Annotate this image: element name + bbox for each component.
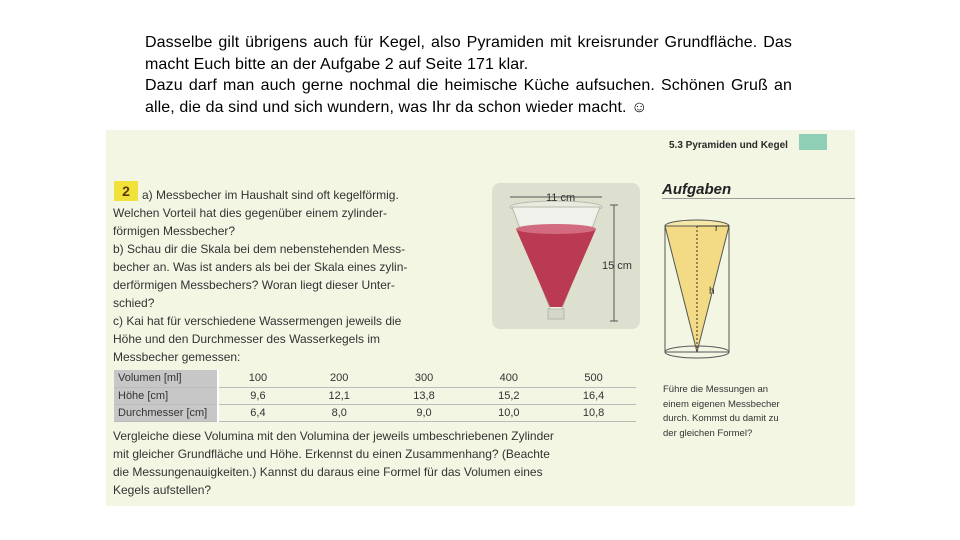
measuring-cup-photo <box>492 183 640 329</box>
side-note-line: der gleichen Formel? <box>663 427 753 439</box>
section-divider <box>662 198 855 199</box>
bottom-line: Kegels aufstellen? <box>113 483 212 497</box>
task-text <box>113 186 443 366</box>
table-cell: 200 <box>297 370 382 387</box>
task-line: c) Kai hat für verschiedene Wassermengen jeweils die <box>113 314 402 328</box>
task-line: becher an. Was ist anders als bei der Skala eines zylin- <box>113 260 408 274</box>
measurement-table <box>114 370 636 422</box>
task-line: a) Messbecher im Haushalt sind oft kegelförmig. <box>142 188 399 202</box>
task-comparison-text <box>113 427 643 499</box>
table-row <box>114 370 636 387</box>
table-cell: 12,1 <box>297 387 382 404</box>
intro-text <box>145 32 792 118</box>
intro-paragraph-1: Dasselbe gilt übrigens auch für Kegel, also Pyramiden mit kreisrunder Grundfläche. Das macht Euch bitte an der Aufgabe 2 auf Seite 171 klar. <box>145 34 792 73</box>
row-label: Volumen [ml] <box>114 370 218 387</box>
bottom-line: die Messungenauigkeiten.) Kannst du daraus eine Formel für das Volumen eines <box>113 465 543 479</box>
section-title: Aufgaben <box>662 181 732 198</box>
table-cell: 9,0 <box>382 404 467 421</box>
side-note-line: einem eigenen Messbecher <box>663 398 780 410</box>
table-cell: 9,6 <box>218 387 297 404</box>
bottom-line: mit gleicher Grundfläche und Höhe. Erkennst du einen Zusammenhang? (Beachte <box>113 447 550 461</box>
table-cell: 15,2 <box>466 387 551 404</box>
page-header: 5.3 Pyramiden und Kegel <box>669 140 788 151</box>
table-cell: 16,4 <box>551 387 636 404</box>
table-row <box>114 387 636 404</box>
side-note-line: Führe die Messungen an <box>663 384 769 395</box>
table-cell: 300 <box>382 370 467 387</box>
row-label: Höhe [cm] <box>114 387 218 404</box>
measuring-cup-drawing <box>492 183 640 329</box>
task-line: Messbecher gemessen: <box>113 350 241 364</box>
textbook-page-image <box>106 130 855 506</box>
bottom-line: Vergleiche diese Volumina mit den Volumina der jeweils umbeschriebenen Zylinder <box>113 429 554 443</box>
table-cell: 8,0 <box>297 404 382 421</box>
task-line: derförmigen Messbechers? Woran liegt dieser Unter- <box>113 278 395 292</box>
table-cell: 13,8 <box>382 387 467 404</box>
intro-paragraph-2: Dazu darf man auch gerne nochmal die heimische Küche aufsuchen. Schönen Gruß an alle, die da sind und sich wundern, was Ihr da schon wieder macht. ☺ <box>145 77 792 116</box>
task-line: förmigen Messbecher? <box>113 224 236 238</box>
height-label: h <box>709 286 715 297</box>
table-cell: 400 <box>466 370 551 387</box>
table-cell: 6,4 <box>218 404 297 421</box>
row-label: Durchmesser [cm] <box>114 404 218 421</box>
table-cell: 10,0 <box>466 404 551 421</box>
cup-width-label: 11 cm <box>546 192 576 204</box>
table-cell: 10,8 <box>551 404 636 421</box>
side-note <box>663 383 813 441</box>
header-tab-marker <box>799 134 827 150</box>
task-line: schied? <box>113 296 155 310</box>
table-cell: 500 <box>551 370 636 387</box>
task-number-badge: 2 <box>114 181 138 201</box>
task-line: Welchen Vorteil hat dies gegenüber einem zylinder- <box>113 206 387 220</box>
table-cell: 100 <box>218 370 297 387</box>
table-row <box>114 404 636 421</box>
radius-label: r <box>715 223 719 234</box>
task-line: b) Schau dir die Skala bei dem nebenstehenden Mess- <box>113 242 406 256</box>
cup-height-label: 15 cm <box>602 260 632 272</box>
cone-cylinder-diagram <box>662 218 732 364</box>
task-line: Höhe und den Durchmesser des Wasserkegels im <box>113 332 381 346</box>
side-note-line: durch. Kommst du damit zu <box>663 413 779 424</box>
